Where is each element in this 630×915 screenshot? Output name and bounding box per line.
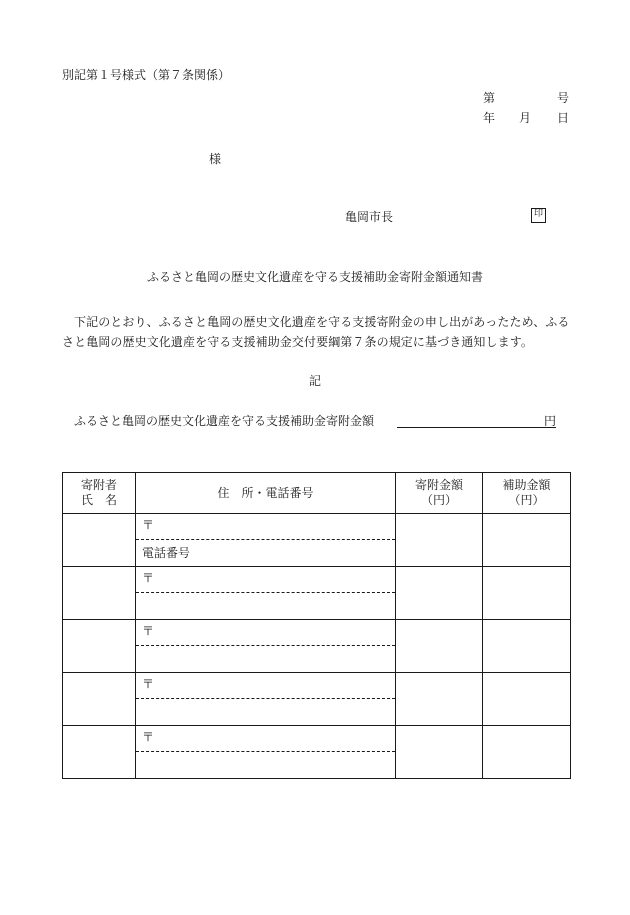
postal-field[interactable]: 〒	[136, 673, 395, 699]
doc-number-suffix: 号	[557, 91, 570, 105]
date-year-label: 年	[483, 111, 496, 125]
donor-name-cell[interactable]	[63, 726, 136, 779]
subsidy-amount-cell[interactable]	[483, 514, 571, 567]
donor-name-cell[interactable]	[63, 514, 136, 567]
date-month-label: 月	[519, 111, 532, 125]
address-cell	[136, 514, 396, 567]
table-row	[63, 673, 571, 726]
phone-field[interactable]	[136, 593, 395, 619]
amount-label: ふるさと亀岡の歴史文化遺産を守る支援補助金寄附金額	[74, 414, 375, 428]
document-title: ふるさと亀岡の歴史文化遺産を守る支援補助金寄附金額通知書	[146, 270, 483, 284]
donor-table	[62, 472, 571, 779]
donation-amount-cell[interactable]	[396, 567, 483, 620]
donor-name-cell[interactable]	[63, 673, 136, 726]
phone-field[interactable]: 電話番号	[142, 546, 191, 560]
phone-field[interactable]	[136, 699, 395, 725]
date-day-label: 日	[557, 111, 570, 125]
address-cell	[136, 620, 396, 673]
postal-field[interactable]: 〒	[136, 514, 395, 540]
donation-amount-cell[interactable]	[396, 673, 483, 726]
donation-amount-cell[interactable]	[396, 726, 483, 779]
header-subsidy-line2: （円）	[508, 493, 545, 507]
table-row	[63, 567, 571, 620]
donor-name-cell[interactable]	[63, 620, 136, 673]
recipient-honorific: 様	[209, 152, 222, 166]
donor-name-cell[interactable]	[63, 567, 136, 620]
postal-field[interactable]: 〒	[136, 567, 395, 593]
amount-unit: 円	[544, 414, 557, 428]
header-donation-amount	[396, 473, 483, 514]
table-row	[63, 620, 571, 673]
address-cell	[136, 673, 396, 726]
doc-number-prefix: 第	[483, 91, 496, 105]
header-donation-line1: 寄附金額	[414, 478, 463, 492]
header-subsidy-line1: 補助金額	[502, 478, 551, 492]
header-donor-name-line2: 氏 名	[80, 493, 117, 507]
header-donor-name-line1: 寄附者	[80, 478, 117, 492]
header-subsidy-amount	[483, 473, 571, 514]
table-row	[63, 726, 571, 779]
ki-heading: 記	[308, 374, 321, 388]
issuer-title: 亀岡市長	[345, 210, 394, 224]
postal-field[interactable]: 〒	[136, 620, 395, 646]
document-body: 下記のとおり、ふるさと亀岡の歴史文化遺産を守る支援寄附金の申し出があったため、ふるさと亀岡の歴史文化遺産を守る支援補助金交付要綱第７条の規定に基づき通知します。	[62, 315, 570, 349]
donation-amount-cell[interactable]	[396, 620, 483, 673]
subsidy-amount-cell[interactable]	[483, 726, 571, 779]
address-cell	[136, 726, 396, 779]
form-label: 別記第１号様式（第７条関係）	[62, 68, 231, 82]
seal-icon: 印	[531, 208, 546, 223]
table-row	[63, 514, 571, 567]
amount-input-line[interactable]	[397, 427, 556, 428]
subsidy-amount-cell[interactable]	[483, 567, 571, 620]
header-donation-line2: （円）	[420, 493, 457, 507]
subsidy-amount-cell[interactable]	[483, 673, 571, 726]
phone-field[interactable]	[136, 646, 395, 672]
header-address-phone: 住 所・電話番号	[136, 473, 396, 514]
subsidy-amount-cell[interactable]	[483, 620, 571, 673]
address-cell	[136, 567, 396, 620]
header-donor-name	[63, 473, 136, 514]
table-header-row	[63, 473, 571, 514]
phone-field[interactable]	[136, 752, 395, 778]
postal-field[interactable]: 〒	[136, 726, 395, 752]
donation-amount-cell[interactable]	[396, 514, 483, 567]
